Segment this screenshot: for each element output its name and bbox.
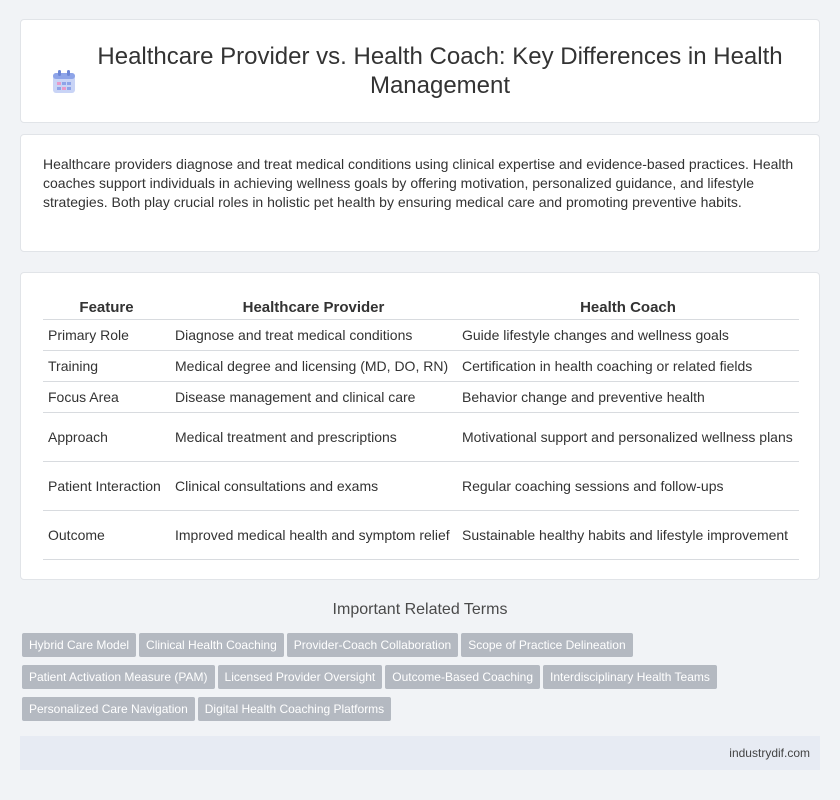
related-term-tag[interactable]: Personalized Care Navigation: [22, 697, 195, 721]
provider-cell: Clinical consultations and exams: [170, 462, 457, 511]
intro-text: Healthcare providers diagnose and treat medical conditions using clinical expertise and evidence-based practices. Health coaches support individuals in achieving wellness goals by offering motivation, personalized guidance, and lifestyle strategies. Both play crucial roles in holistic pet health by ensuring medical care and promoting preventive habits.: [43, 156, 794, 210]
related-term-tag[interactable]: Licensed Provider Oversight: [218, 665, 383, 689]
related-term-tag[interactable]: Clinical Health Coaching: [139, 633, 284, 657]
calendar-icon: [50, 68, 78, 96]
feature-cell: Outcome: [43, 511, 170, 560]
feature-cell: Primary Role: [43, 320, 170, 351]
related-term-tag[interactable]: Provider-Coach Collaboration: [287, 633, 458, 657]
table-row: [43, 382, 799, 413]
related-term-tag[interactable]: Digital Health Coaching Platforms: [198, 697, 391, 721]
coach-cell: Sustainable healthy habits and lifestyle improvement: [457, 511, 799, 560]
feature-cell: Approach: [43, 413, 170, 462]
page-title: Healthcare Provider vs. Health Coach: Key Differences in Health Management: [97, 43, 783, 99]
coach-cell: Behavior change and preventive health: [457, 382, 799, 413]
related-terms-heading: Important Related Terms: [332, 601, 508, 618]
comparison-card: [20, 272, 820, 580]
table-row: [43, 462, 799, 511]
provider-cell: Improved medical health and symptom relief: [170, 511, 457, 560]
provider-cell: Medical treatment and prescriptions: [170, 413, 457, 462]
related-term-tag[interactable]: Scope of Practice Delineation: [461, 633, 632, 657]
table-row: [43, 511, 799, 560]
column-header-feature: Feature: [43, 295, 170, 320]
table-row: [43, 351, 799, 382]
provider-cell: Disease management and clinical care: [170, 382, 457, 413]
related-term-tag[interactable]: Patient Activation Measure (PAM): [22, 665, 215, 689]
coach-cell: Regular coaching sessions and follow-ups: [457, 462, 799, 511]
feature-cell: Focus Area: [43, 382, 170, 413]
title-wrap: [50, 42, 790, 100]
footer: [20, 736, 820, 770]
title-card: [20, 19, 820, 123]
intro-card: [20, 134, 820, 252]
feature-cell: Training: [43, 351, 170, 382]
column-header-health-coach: Health Coach: [457, 295, 799, 320]
related-term-tag[interactable]: Hybrid Care Model: [22, 633, 136, 657]
provider-cell: Medical degree and licensing (MD, DO, RN): [170, 351, 457, 382]
table-row: [43, 320, 799, 351]
coach-cell: Motivational support and personalized wellness plans: [457, 413, 799, 462]
coach-cell: Guide lifestyle changes and wellness goals: [457, 320, 799, 351]
table-row: [43, 413, 799, 462]
table-header-row: [43, 295, 799, 320]
related-term-tag[interactable]: Outcome-Based Coaching: [385, 665, 540, 689]
comparison-table: [43, 295, 799, 560]
coach-cell: Certification in health coaching or related fields: [457, 351, 799, 382]
provider-cell: Diagnose and treat medical conditions: [170, 320, 457, 351]
feature-cell: Patient Interaction: [43, 462, 170, 511]
related-term-tag[interactable]: Interdisciplinary Health Teams: [543, 665, 717, 689]
related-terms-list: [22, 633, 822, 729]
column-header-healthcare-provider: Healthcare Provider: [170, 295, 457, 320]
footer-source[interactable]: industrydif.com: [729, 746, 810, 760]
